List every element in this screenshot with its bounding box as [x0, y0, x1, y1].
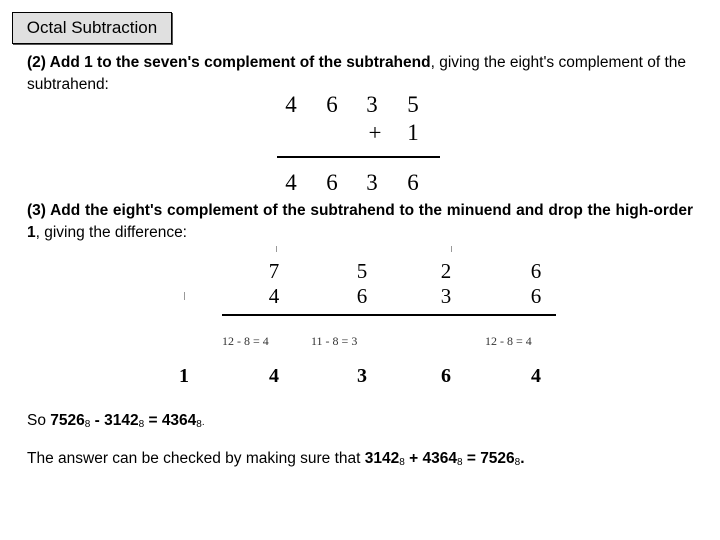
base-subscript: 8	[399, 457, 405, 468]
check-period: .	[520, 450, 525, 467]
minuend-digit-3: 2	[440, 259, 452, 283]
complement-digit-1: 4	[268, 284, 280, 308]
so-equals: =	[144, 412, 162, 429]
row1-digit-3: 3	[366, 92, 378, 117]
sum-line	[222, 314, 556, 316]
base-subscript: 8	[456, 457, 463, 468]
minuend-digit-4: 6	[530, 259, 542, 283]
complement-digit-3: 3	[440, 284, 452, 308]
sum-digit-1: 1	[179, 365, 189, 387]
step-2-text	[27, 52, 693, 96]
so-difference: 4364	[161, 412, 197, 429]
result-digit-4: 6	[407, 170, 419, 195]
check-equals: =	[462, 450, 481, 467]
step-3-text	[27, 200, 693, 244]
so-statement	[27, 410, 693, 436]
base-subscript: 8	[84, 419, 91, 430]
complement-digit-4: 6	[530, 284, 542, 308]
so-subtrahend: 3142	[104, 412, 139, 429]
so-minus: -	[90, 412, 105, 429]
tick-mark	[276, 246, 277, 252]
sum-digit-2: 4	[269, 365, 279, 387]
page-title: Octal Subtraction	[12, 12, 172, 44]
addend-one: 1	[407, 120, 419, 145]
so-minuend: 7526	[50, 412, 85, 429]
base-subscript: 8	[514, 457, 521, 468]
step-2-rest: , giving the eight's complement of the subtrahend:	[27, 54, 687, 93]
check-text: The answer can be checked by making sure that	[27, 450, 365, 467]
base-subscript: 8	[196, 419, 202, 430]
check-addend-2: 4364	[422, 450, 457, 467]
step-2-bold: (2) Add 1 to the seven's complement of the subtrahend	[27, 54, 431, 71]
check-statement	[27, 448, 693, 474]
tick-mark	[184, 292, 185, 300]
tick-mark	[451, 246, 452, 252]
complement-digit-2: 6	[356, 284, 368, 308]
plus-sign: +	[368, 120, 382, 145]
check-sum: 7526	[480, 450, 515, 467]
row1-digit-4: 5	[407, 92, 419, 117]
carry-note-2: 11 - 8 = 3	[311, 334, 358, 348]
result-digit-3: 3	[366, 170, 378, 195]
check-plus: +	[404, 450, 423, 467]
so-prefix: So	[27, 412, 51, 429]
sum-line	[277, 156, 440, 158]
step-3-rest: , giving the difference:	[35, 224, 187, 241]
sum-digit-4: 6	[441, 365, 451, 387]
row1-digit-1: 4	[285, 92, 297, 117]
carry-note-1: 12 - 8 = 4	[222, 334, 269, 348]
check-addend-1: 3142	[364, 450, 400, 467]
base-subscript: 8	[138, 419, 145, 430]
row1-digit-2: 6	[326, 92, 338, 117]
minuend-digit-2: 5	[356, 259, 368, 283]
step-3-bold: (3) Add the eight's complement of the subtrahend to the minuend and drop the high-order 1	[27, 202, 693, 241]
minuend-digit-1: 7	[268, 259, 280, 283]
result-digit-1: 4	[285, 170, 297, 195]
result-digit-2: 6	[326, 170, 338, 195]
sum-digit-3: 3	[357, 365, 367, 387]
carry-note-3: 12 - 8 = 4	[485, 334, 532, 348]
so-period: .	[201, 417, 205, 428]
sum-digit-5: 4	[531, 365, 541, 387]
